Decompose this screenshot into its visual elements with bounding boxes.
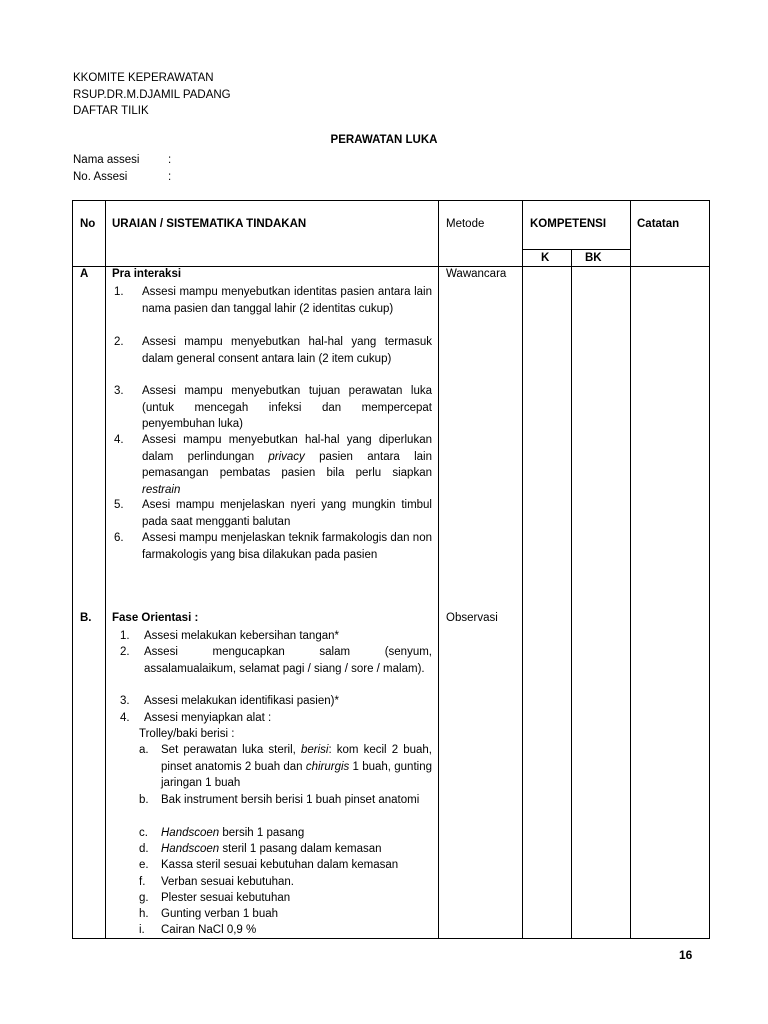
section-b-label: B. <box>80 612 92 624</box>
item-number: 4. <box>114 434 124 446</box>
section-b-method: Observasi <box>446 612 498 624</box>
col-line-uraian <box>438 200 439 939</box>
document-header <box>73 70 231 120</box>
item-text-part: Set perawatan luka steril, <box>161 744 301 756</box>
section-a-label: A <box>80 268 89 280</box>
item-number: 6. <box>114 532 124 544</box>
assesi-info <box>73 152 171 185</box>
col-line-metode <box>522 200 523 939</box>
table-border-right <box>709 200 710 939</box>
item-number: 3. <box>120 695 130 707</box>
item-number: 2. <box>114 336 124 348</box>
assesi-name-colon: : <box>168 154 172 166</box>
item-text: Kassa steril sesuai kebutuhan dalam kemasan <box>161 859 399 871</box>
item-text-italic: berisi <box>300 744 329 756</box>
item-text: Cairan NaCl 0,9 % <box>161 924 257 936</box>
table-border-left <box>72 200 73 939</box>
item-text-part: pasien antara lain pemasangan pembatas pasien bila perlu siapkan <box>142 450 432 479</box>
item-number: i. <box>139 924 145 936</box>
assesi-no-label: No. Assesi <box>73 170 128 183</box>
item-text-part: steril 1 pasang dalam kemasan <box>219 843 382 855</box>
trolley-label: Trolley/baki berisi : <box>139 728 235 740</box>
item-number: 2. <box>120 646 130 658</box>
header-bk: BK <box>585 252 602 264</box>
header-kompetensi: KOMPETENSI <box>530 218 607 230</box>
item-text <box>161 841 432 858</box>
item-text-italic: chirurgis <box>305 760 350 773</box>
item-text: Assesi mengucapkan salam (senyum, assalamualaikum, selamat pagi / siang / sore / malam). <box>144 646 432 675</box>
item-text <box>142 432 432 498</box>
item-text-part: : kom kecil 2 buah, pinset anatomis 2 buah dan <box>161 744 432 773</box>
item-number: e. <box>139 859 149 871</box>
header-k: K <box>541 252 550 264</box>
item-number: d. <box>139 843 149 855</box>
section-a-method: Wawancara <box>446 268 507 280</box>
item-text-italic: restrain <box>142 483 181 496</box>
item-text-part: bersih 1 pasang <box>219 827 305 839</box>
item-text: Asesi mampu menjelaskan nyeri yang mungkin timbul pada saat mengganti balutan <box>142 499 432 528</box>
item-number: 1. <box>120 630 130 642</box>
item-text: Plester sesuai kebutuhan <box>161 892 291 904</box>
item-text <box>161 742 432 792</box>
item-number: 1. <box>114 286 124 298</box>
item-text-italic: Handscoen <box>161 827 220 839</box>
item-text: Assesi menyiapkan alat : <box>144 712 272 724</box>
item-text-italic: Handscoen <box>161 843 220 855</box>
header-no: No <box>80 218 96 230</box>
item-text-part: 1 buah, gunting jaringan 1 buah <box>161 760 432 789</box>
header-committee: KKOMITE KEPERAWATAN <box>73 72 214 84</box>
item-text: Assesi mampu menyebutkan tujuan perawatan luka (untuk mencegah infeksi dan mempercepat penyembuhan luka) <box>142 385 432 430</box>
item-number: h. <box>139 908 149 920</box>
item-number: a. <box>139 744 149 756</box>
item-text: Assesi mampu menyebutkan identitas pasien antara lain nama pasien dan tanggal lahir (2 identitas cukup) <box>142 286 432 315</box>
section-b-title: Fase Orientasi : <box>112 612 199 624</box>
header-metode: Metode <box>446 218 485 230</box>
assesi-no-colon: : <box>168 170 172 183</box>
header-bottom-line <box>72 266 710 267</box>
item-text: Verban sesuai kebutuhan. <box>161 876 294 888</box>
item-text <box>161 825 432 842</box>
item-number: g. <box>139 892 149 904</box>
item-number: 3. <box>114 385 124 397</box>
item-number: c. <box>139 827 148 839</box>
item-text: Gunting verban 1 buah <box>161 908 279 920</box>
item-number: f. <box>139 876 146 888</box>
header-doc-type: DAFTAR TILIK <box>73 105 149 117</box>
item-text: Assesi melakukan kebersihan tangan* <box>144 630 339 642</box>
header-uraian: URAIAN / SISTEMATIKA TINDAKAN <box>112 218 307 230</box>
header-catatan: Catatan <box>637 218 680 230</box>
item-text-italic: privacy <box>268 450 305 463</box>
page-number: 16 <box>679 948 693 962</box>
kompetensi-divider <box>522 249 630 250</box>
item-number: 5. <box>114 499 124 511</box>
assesi-name-label: Nama assesi <box>73 154 140 166</box>
col-line-no <box>105 200 106 939</box>
section-a-title: Pra interaksi <box>112 268 182 280</box>
item-text: Assesi melakukan identifikasi pasien)* <box>144 695 339 707</box>
item-text: Assesi mampu menyebutkan hal-hal yang termasuk dalam general consent antara lain (2 item cukup) <box>142 336 432 365</box>
item-number: 4. <box>120 712 130 724</box>
document-title: PERAWATAN LUKA <box>330 134 438 146</box>
col-line-kompetensi <box>630 200 631 939</box>
item-text: Bak instrument bersih berisi 1 buah pinset anatomi <box>161 794 420 806</box>
item-text-part: Assesi mampu menyebutkan hal-hal yang diperlukan dalam perlindungan <box>142 434 432 463</box>
item-number: b. <box>139 794 149 806</box>
col-line-k <box>571 249 572 939</box>
header-hospital: RSUP.DR.M.DJAMIL PADANG <box>73 88 231 101</box>
table-border-top <box>72 200 710 201</box>
item-text: Assesi mampu menjelaskan teknik farmakologis dan non farmakologis yang bisa dilakukan pada pasien <box>142 532 432 561</box>
